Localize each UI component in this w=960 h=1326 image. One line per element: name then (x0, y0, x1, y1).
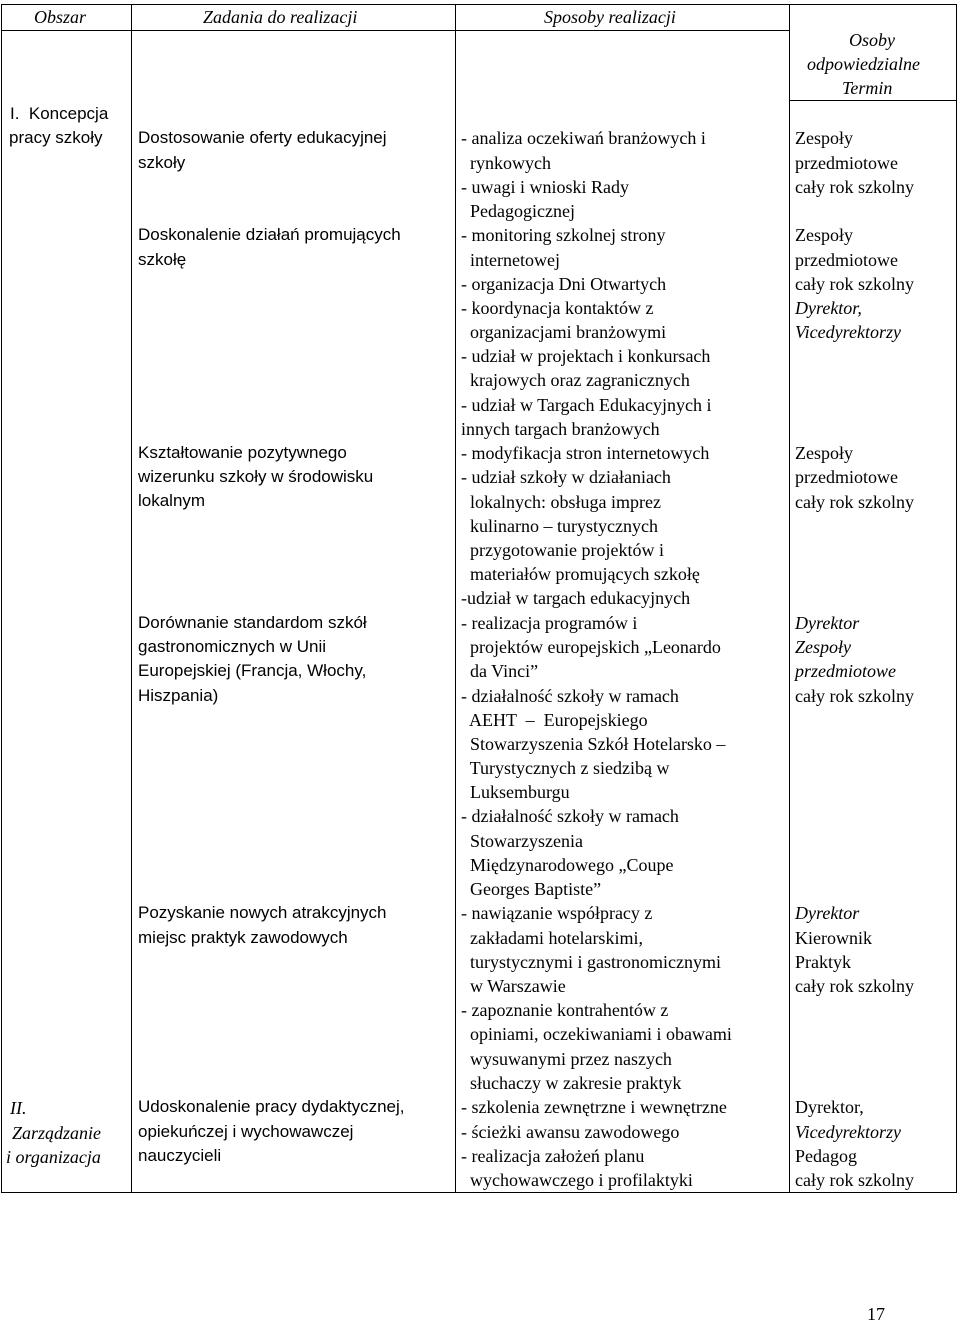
method-line: - działalność szkoły w ramach (461, 686, 679, 706)
table-top-border (1, 4, 957, 5)
method-line: - analiza oczekiwań branżowych i (461, 128, 706, 148)
task-line: wizerunku szkoły w środowisku (138, 467, 374, 486)
person-line: cały rok szkolny (795, 274, 914, 294)
task-line: Doskonalenie działań promujących (138, 225, 401, 244)
person-line: cały rok szkolny (795, 686, 914, 706)
person-line: cały rok szkolny (795, 492, 914, 512)
person-line: Dyrektor (795, 613, 860, 633)
person-line: Zespoły (795, 128, 853, 148)
method-line: wychowawczego i profilaktyki (461, 1170, 693, 1190)
table-bottom-border (1, 1192, 957, 1193)
person-line: cały rok szkolny (795, 177, 914, 197)
method-line: Georges Baptiste” (461, 879, 602, 899)
method-line: Pedagogicznej (461, 201, 575, 221)
person-line: przedmiotowe (795, 153, 898, 173)
person-line: Zespoły (795, 225, 853, 245)
person-line: Pedagog (795, 1146, 857, 1166)
method-line: - działalność szkoły w ramach (461, 806, 679, 826)
method-line: - uwagi i wnioski Rady (461, 177, 629, 197)
method-line: - realizacja programów i (461, 613, 638, 633)
person-line: Kierownik (795, 928, 872, 948)
column-divider-2 (455, 4, 456, 1193)
task-line: Europejskiej (Francja, Włochy, (138, 661, 367, 680)
task-line: Dorównanie standardom szkół (138, 613, 367, 632)
person-line: Zespoły (795, 637, 851, 657)
method-line: projektów europejskich „Leonardo (461, 637, 721, 657)
method-line: - udział w projektach i konkursach (461, 346, 711, 366)
method-line: w Warszawie (461, 976, 566, 996)
task-line: gastronomicznych w Unii (138, 637, 327, 656)
area-2-line: i organizacja (6, 1147, 101, 1167)
person-line: Vicedyrektorzy (795, 1122, 901, 1142)
area-1-line: pracy szkoły (9, 128, 103, 147)
person-line: Zespoły (795, 443, 853, 463)
method-line: turystycznymi i gastronomicznymi (461, 952, 721, 972)
person-line: przedmiotowe (795, 467, 898, 487)
method-line: -udział w targach edukacyjnych (461, 588, 691, 608)
person-line: Dyrektor, (795, 1097, 864, 1117)
task-line: nauczycieli (138, 1146, 222, 1165)
person-line: Praktyk (795, 952, 851, 972)
task-line: opiekuńczej i wychowawczej (138, 1122, 354, 1141)
person-line: cały rok szkolny (795, 1170, 914, 1190)
column-divider-1 (131, 4, 132, 1193)
method-line: - realizacja założeń planu (461, 1146, 645, 1166)
header-tasks: Zadania do realizacji (203, 7, 358, 27)
header-persons-line: Termin (842, 78, 893, 98)
task-line: szkoły (138, 153, 186, 172)
method-line: kulinarno – turystycznych (461, 516, 658, 536)
method-line: - ścieżki awansu zawodowego (461, 1122, 680, 1142)
area-1-line: I. Koncepcja (10, 104, 109, 123)
method-line: - modyfikacja stron internetowych (461, 443, 710, 463)
area-2-line: II. (10, 1098, 27, 1118)
person-line: przedmiotowe (795, 661, 896, 681)
method-line: - nawiązanie współpracy z (461, 903, 653, 923)
method-line: da Vinci” (461, 661, 539, 681)
method-line: lokalnych: obsługa imprez (461, 492, 661, 512)
method-line: rynkowych (461, 153, 551, 173)
header-persons-line: odpowiedzialne (807, 54, 920, 74)
method-line: - udział szkoły w działaniach (461, 467, 671, 487)
header-bottom-border-left (1, 30, 790, 31)
method-line: - zapoznanie kontrahentów z (461, 1000, 669, 1020)
method-line: opiniami, oczekiwaniami i obawami (461, 1024, 732, 1044)
task-line: Kształtowanie pozytywnego (138, 443, 347, 462)
method-line: - monitoring szkolnej strony (461, 225, 666, 245)
task-line: miejsc praktyk zawodowych (138, 928, 348, 947)
method-line: zakładami hotelarskimi, (461, 928, 643, 948)
person-line: Dyrektor, (795, 298, 862, 318)
table-left-border (1, 4, 2, 1193)
method-line: Turystycznych z siedzibą w (461, 758, 670, 778)
method-line: internetowej (461, 250, 560, 270)
method-line: AEHT – Europejskiego (461, 710, 648, 730)
header-bottom-border-right (790, 100, 957, 101)
page-number: 17 (867, 1304, 885, 1324)
method-line: Międzynarodowego „Coupe (461, 855, 674, 875)
task-line: Dostosowanie oferty edukacyjnej (138, 128, 387, 147)
method-line: - udział w Targach Edukacyjnych i (461, 395, 712, 415)
method-line: materiałów promujących szkołę (461, 564, 700, 584)
task-line: Pozyskanie nowych atrakcyjnych (138, 903, 387, 922)
person-line: cały rok szkolny (795, 976, 914, 996)
method-line: innych targach branżowych (461, 419, 660, 439)
person-line: Vicedyrektorzy (795, 322, 901, 342)
column-divider-3 (789, 4, 790, 1193)
header-methods: Sposoby realizacji (544, 7, 676, 27)
area-2-line: Zarządzanie (12, 1123, 102, 1143)
method-line: Stowarzyszenia (461, 831, 583, 851)
person-line: przedmiotowe (795, 250, 898, 270)
method-line: przygotowanie projektów i (461, 540, 664, 560)
method-line: - szkolenia zewnętrzne i wewnętrzne (461, 1097, 727, 1117)
task-line: Hiszpania) (138, 686, 219, 705)
person-line: Dyrektor (795, 903, 860, 923)
method-line: krajowych oraz zagranicznych (461, 370, 690, 390)
method-line: wysuwanymi przez naszych (461, 1049, 672, 1069)
method-line: - organizacja Dni Otwartych (461, 274, 667, 294)
header-persons-line: Osoby (849, 30, 895, 50)
method-line: Stowarzyszenia Szkół Hotelarsko – (461, 734, 726, 754)
method-line: słuchaczy w zakresie praktyk (461, 1073, 682, 1093)
task-line: szkołę (138, 250, 187, 269)
method-line: Luksemburgu (461, 782, 570, 802)
method-line: organizacjami branżowymi (461, 322, 667, 342)
method-line: - koordynacja kontaktów z (461, 298, 654, 318)
task-line: lokalnym (138, 491, 206, 510)
table-right-border (956, 4, 957, 1193)
header-area: Obszar (34, 7, 87, 27)
task-line: Udoskonalenie pracy dydaktycznej, (138, 1097, 405, 1116)
